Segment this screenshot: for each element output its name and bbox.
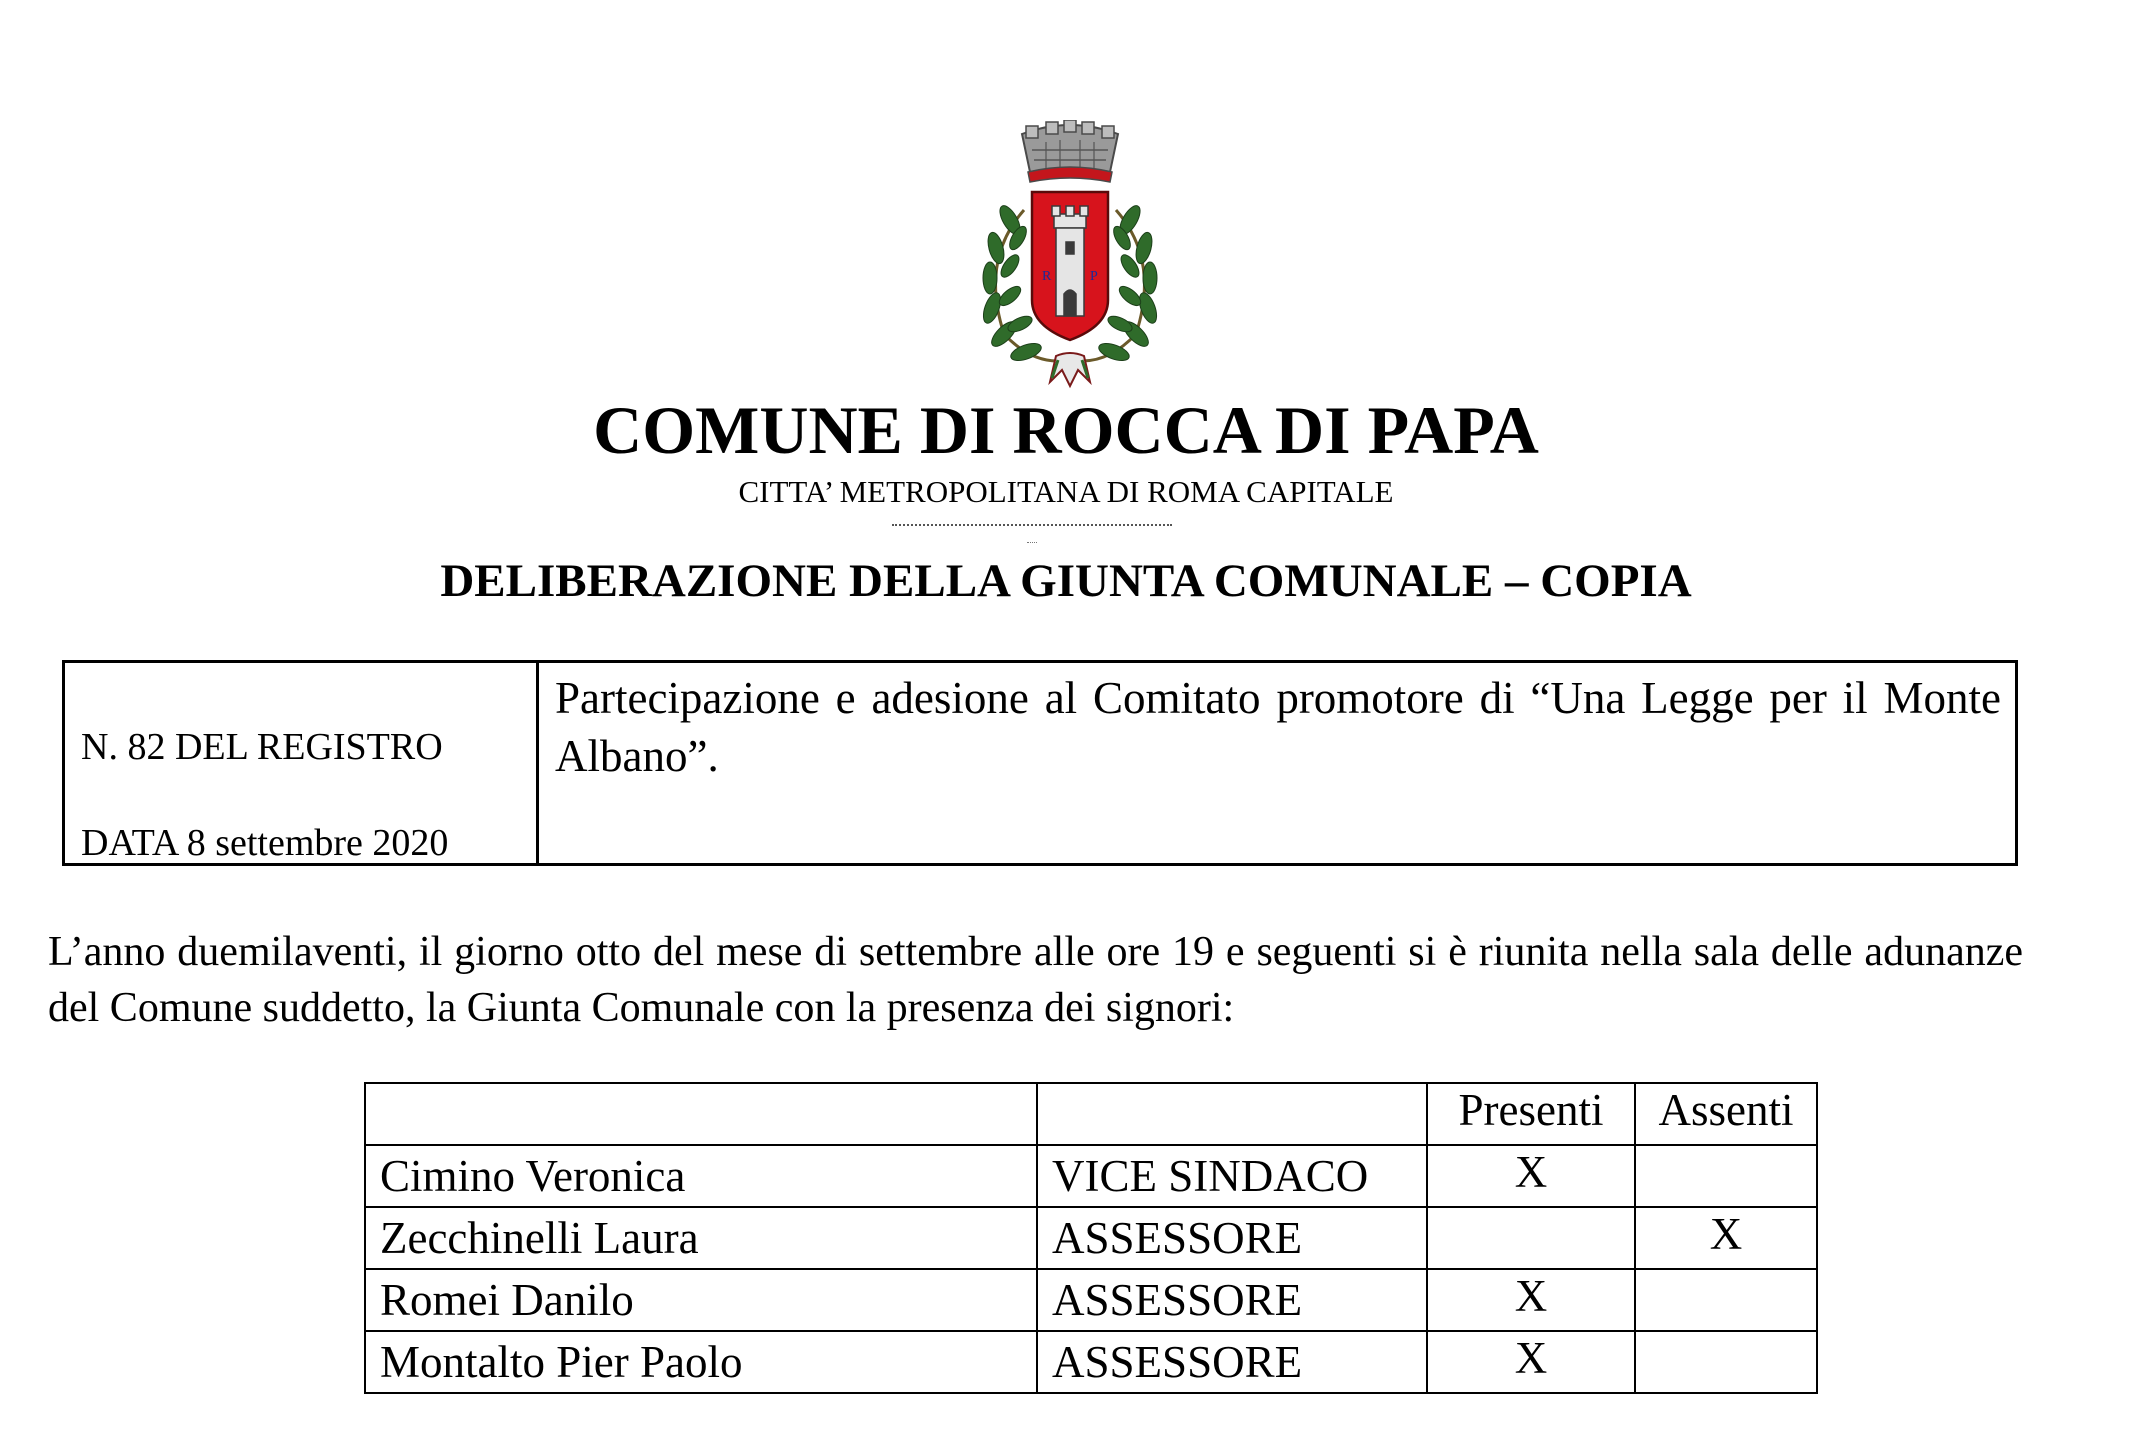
- table-row: [365, 1207, 1817, 1269]
- deliberation-subject: Partecipazione e adesione al Comitato promotore di “Una Legge per il Monte Albano”.: [555, 673, 2001, 781]
- meeting-paragraph: L’anno duemilaventi, il giorno otto del mese di settembre alle ore 19 e seguenti si è riunita nella sala delle adunanze del Comune suddetto, la Giunta Comunale con la presenza dei signori:: [48, 929, 2023, 1031]
- attendance-table: [364, 1082, 1818, 1394]
- municipality-subtitle: CITTA’ METROPOLITANA DI ROMA CAPITALE: [738, 474, 1394, 509]
- member-name: Montalto Pier Paolo: [365, 1331, 1037, 1393]
- tower-icon: [1052, 206, 1088, 316]
- absent-mark: [1635, 1145, 1817, 1207]
- header-role: [1037, 1083, 1427, 1145]
- dotted-separator: [892, 524, 1172, 526]
- registry-box: [62, 660, 2018, 866]
- member-role: ASSESSORE: [1037, 1331, 1427, 1393]
- member-name: Romei Danilo: [365, 1269, 1037, 1331]
- dotted-separator-small: [1027, 542, 1037, 543]
- document-heading: DELIBERAZIONE DELLA GIUNTA COMUNALE – COPIA: [440, 555, 1692, 607]
- table-row: [365, 1331, 1817, 1393]
- shield-letter-r-icon: R: [1042, 269, 1052, 284]
- absent-mark: [1635, 1269, 1817, 1331]
- header-present: Presenti: [1427, 1083, 1635, 1145]
- shield-letter-p-icon: P: [1090, 269, 1098, 284]
- municipal-crest-emblem: [960, 120, 1180, 390]
- member-name: Zecchinelli Laura: [365, 1207, 1037, 1269]
- absent-mark: [1635, 1331, 1817, 1393]
- registry-date: DATA 8 settembre 2020: [81, 822, 449, 864]
- table-row: [365, 1269, 1817, 1331]
- member-role: ASSESSORE: [1037, 1269, 1427, 1331]
- present-mark: X: [1427, 1331, 1635, 1393]
- absent-mark: X: [1635, 1207, 1817, 1269]
- table-row: [365, 1145, 1817, 1207]
- registry-number: N. 82 DEL REGISTRO: [81, 726, 443, 768]
- shield-icon: [1032, 192, 1108, 340]
- member-role: VICE SINDACO: [1037, 1145, 1427, 1207]
- header-absent: Assenti: [1635, 1083, 1817, 1145]
- member-role: ASSESSORE: [1037, 1207, 1427, 1269]
- member-name: Cimino Veronica: [365, 1145, 1037, 1207]
- ribbon-icon: [1050, 353, 1090, 386]
- header-name: [365, 1083, 1037, 1145]
- present-mark: X: [1427, 1145, 1635, 1207]
- mural-crown-icon: [1022, 120, 1118, 182]
- municipality-title: COMUNE DI ROCCA DI PAPA: [593, 392, 1539, 468]
- registry-info-cell: [65, 663, 539, 863]
- attendance-header-row: [365, 1083, 1817, 1145]
- present-mark: [1427, 1207, 1635, 1269]
- present-mark: X: [1427, 1269, 1635, 1331]
